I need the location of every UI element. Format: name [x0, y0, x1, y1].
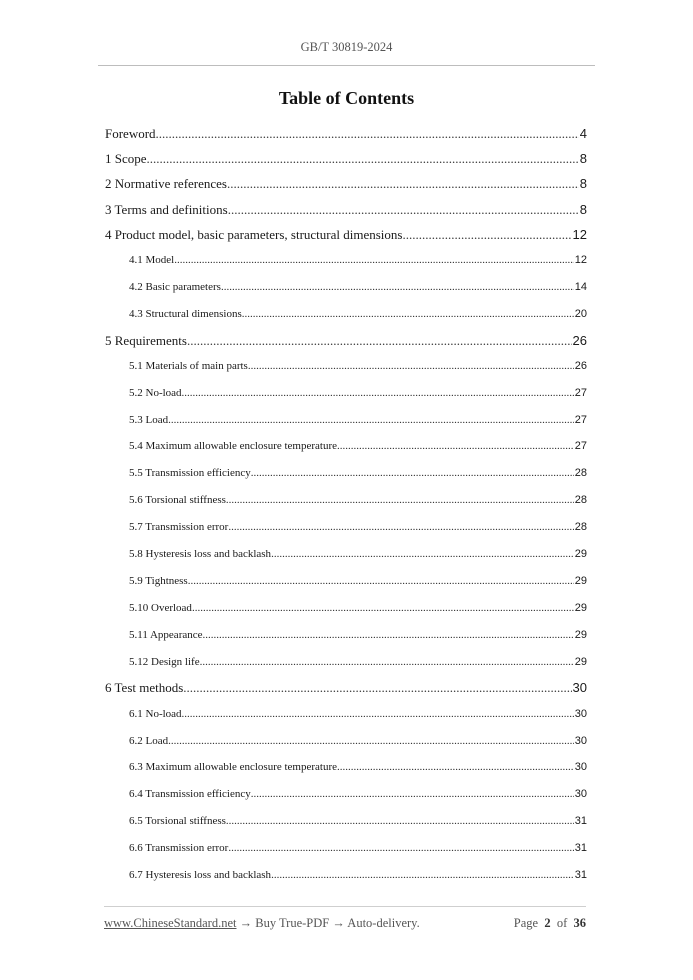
- toc-dot-leader: [337, 433, 574, 460]
- toc-entry-title: 5.5 Transmission efficiency: [129, 460, 251, 487]
- toc-subsection-entry[interactable]: [105, 568, 587, 595]
- footer-divider: [104, 906, 586, 907]
- toc-subsection-entry[interactable]: [105, 835, 587, 862]
- toc-subsection-entry[interactable]: [105, 649, 587, 676]
- toc-entry-title: 6.2 Load: [129, 728, 168, 755]
- toc-subsection-entry[interactable]: [105, 862, 587, 889]
- toc-entry-title: 5.9 Tightness: [129, 568, 188, 595]
- toc-subsection-entry[interactable]: [105, 808, 587, 835]
- toc-dot-leader: [226, 808, 574, 835]
- toc-entry-title: 5.4 Maximum allowable enclosure temperature: [129, 433, 337, 460]
- toc-entry-page: 31: [574, 869, 587, 882]
- toc-entry-page: 27: [574, 440, 587, 453]
- toc-dot-leader: [168, 728, 574, 755]
- toc-entry-page: 8: [579, 151, 587, 167]
- running-header: GB/T 30819-2024: [300, 40, 393, 54]
- toc-entry-page: 12: [572, 226, 587, 242]
- toc-entry-page: 26: [574, 359, 587, 372]
- toc-dot-leader: [228, 197, 579, 222]
- toc-subsection-entry[interactable]: [105, 514, 587, 541]
- toc-entry-page: 29: [574, 628, 587, 641]
- toc-dot-leader: [228, 514, 573, 541]
- toc-entry-title: 4.2 Basic parameters: [129, 274, 221, 301]
- toc-entry-page: 30: [574, 734, 587, 747]
- page-title: Table of Contents: [278, 88, 415, 108]
- toc-entry-page: 30: [574, 707, 587, 720]
- toc-subsection-entry[interactable]: [105, 754, 587, 781]
- toc-dot-leader: [156, 121, 579, 146]
- toc-section-entry[interactable]: [105, 328, 587, 353]
- toc-entry-page: 27: [574, 386, 587, 399]
- page-label: Page: [513, 916, 539, 930]
- toc-dot-leader: [337, 754, 574, 781]
- toc-dot-leader: [248, 353, 574, 380]
- toc-section-entry[interactable]: [105, 121, 587, 146]
- toc-entry-title: 3 Terms and definitions: [105, 197, 228, 222]
- toc-dot-leader: [251, 781, 574, 808]
- toc-entry-title: 5.12 Design life: [129, 649, 200, 676]
- toc-dot-leader: [183, 675, 571, 700]
- toc-entry-title: 5 Requirements: [105, 328, 187, 353]
- toc-subsection-entry[interactable]: [105, 301, 587, 328]
- toc-dot-leader: [221, 274, 574, 301]
- toc-entry-title: 6.1 No-load: [129, 701, 182, 728]
- toc-entry-page: 26: [572, 332, 587, 348]
- toc-dot-leader: [174, 247, 574, 274]
- footer-site-link[interactable]: www.ChineseStandard.net: [104, 916, 237, 930]
- toc-entry-title: 4.1 Model: [129, 247, 174, 274]
- toc-entry-page: 8: [579, 201, 587, 217]
- page-current: 2: [544, 916, 551, 930]
- table-of-contents: [105, 121, 587, 889]
- toc-dot-leader: [147, 146, 579, 171]
- toc-entry-title: 2 Normative references: [105, 171, 227, 196]
- toc-entry-title: 4 Product model, basic parameters, structural dimensions: [105, 222, 402, 247]
- toc-dot-leader: [182, 380, 574, 407]
- toc-section-entry[interactable]: [105, 222, 587, 247]
- toc-entry-page: 29: [574, 548, 587, 561]
- toc-entry-title: 5.3 Load: [129, 407, 168, 434]
- toc-entry-title: 5.10 Overload: [129, 595, 192, 622]
- toc-entry-page: 28: [574, 467, 587, 480]
- toc-entry-page: 20: [574, 307, 587, 320]
- toc-entry-page: 28: [574, 494, 587, 507]
- toc-dot-leader: [228, 835, 573, 862]
- toc-entry-page: 12: [574, 253, 587, 266]
- toc-entry-page: 30: [572, 680, 587, 696]
- toc-subsection-entry[interactable]: [105, 274, 587, 301]
- toc-entry-title: 1 Scope: [105, 146, 147, 171]
- toc-entry-page: 31: [574, 842, 587, 855]
- toc-section-entry[interactable]: [105, 675, 587, 700]
- footer-promo-text: → Buy True-PDF → Auto-delivery.: [236, 916, 420, 930]
- toc-dot-leader: [200, 649, 574, 676]
- toc-dot-leader: [203, 622, 574, 649]
- page-of-label: of: [556, 916, 568, 930]
- toc-entry-page: 29: [574, 655, 587, 668]
- toc-dot-leader: [226, 487, 574, 514]
- toc-dot-leader: [182, 701, 574, 728]
- toc-dot-leader: [188, 568, 574, 595]
- toc-section-entry[interactable]: [105, 171, 587, 196]
- toc-entry-page: 30: [574, 788, 587, 801]
- toc-subsection-entry[interactable]: [105, 247, 587, 274]
- toc-entry-page: 29: [574, 574, 587, 587]
- toc-entry-title: 6.4 Transmission efficiency: [129, 781, 251, 808]
- toc-subsection-entry[interactable]: [105, 701, 587, 728]
- toc-dot-leader: [271, 541, 574, 568]
- toc-entry-page: 31: [574, 815, 587, 828]
- toc-subsection-entry[interactable]: [105, 781, 587, 808]
- toc-entry-title: 6.6 Transmission error: [129, 835, 228, 862]
- toc-dot-leader: [402, 222, 571, 247]
- toc-dot-leader: [271, 862, 574, 889]
- page-indicator: [514, 916, 586, 931]
- toc-entry-page: 8: [579, 176, 587, 192]
- toc-entry-title: 5.6 Torsional stiffness: [129, 487, 226, 514]
- page-total: 36: [573, 916, 586, 930]
- toc-dot-leader: [168, 407, 574, 434]
- toc-entry-title: 5.1 Materials of main parts: [129, 353, 248, 380]
- toc-entry-title: 5.2 No-load: [129, 380, 182, 407]
- toc-subsection-entry[interactable]: [105, 728, 587, 755]
- toc-subsection-entry[interactable]: [105, 353, 587, 380]
- header-divider: [98, 65, 595, 66]
- toc-entry-page: 28: [574, 521, 587, 534]
- toc-entry-title: Foreword: [105, 121, 156, 146]
- toc-subsection-entry[interactable]: [105, 487, 587, 514]
- toc-subsection-entry[interactable]: [105, 380, 587, 407]
- toc-entry-title: 5.8 Hysteresis loss and backlash: [129, 541, 271, 568]
- toc-entry-title: 6 Test methods: [105, 675, 183, 700]
- toc-dot-leader: [242, 301, 574, 328]
- toc-entry-page: 30: [574, 761, 587, 774]
- toc-entry-page: 14: [574, 280, 587, 293]
- toc-entry-title: 6.7 Hysteresis loss and backlash: [129, 862, 271, 889]
- toc-subsection-entry[interactable]: [105, 595, 587, 622]
- toc-subsection-entry[interactable]: [105, 407, 587, 434]
- toc-subsection-entry[interactable]: [105, 622, 587, 649]
- toc-entry-title: 6.3 Maximum allowable enclosure temperature: [129, 754, 337, 781]
- toc-entry-title: 5.7 Transmission error: [129, 514, 228, 541]
- toc-dot-leader: [227, 171, 579, 196]
- toc-dot-leader: [187, 328, 572, 353]
- toc-subsection-entry[interactable]: [105, 433, 587, 460]
- toc-section-entry[interactable]: [105, 197, 587, 222]
- toc-entry-title: 5.11 Appearance: [129, 622, 203, 649]
- toc-section-entry[interactable]: [105, 146, 587, 171]
- toc-dot-leader: [251, 460, 574, 487]
- toc-entry-page: 29: [574, 601, 587, 614]
- toc-entry-page: 27: [574, 413, 587, 426]
- toc-dot-leader: [192, 595, 574, 622]
- toc-entry-title: 4.3 Structural dimensions: [129, 301, 242, 328]
- toc-subsection-entry[interactable]: [105, 460, 587, 487]
- footer-promo: [104, 916, 420, 931]
- toc-entry-page: 4: [579, 126, 587, 141]
- toc-subsection-entry[interactable]: [105, 541, 587, 568]
- toc-entry-title: 6.5 Torsional stiffness: [129, 808, 226, 835]
- page-footer: [104, 916, 586, 931]
